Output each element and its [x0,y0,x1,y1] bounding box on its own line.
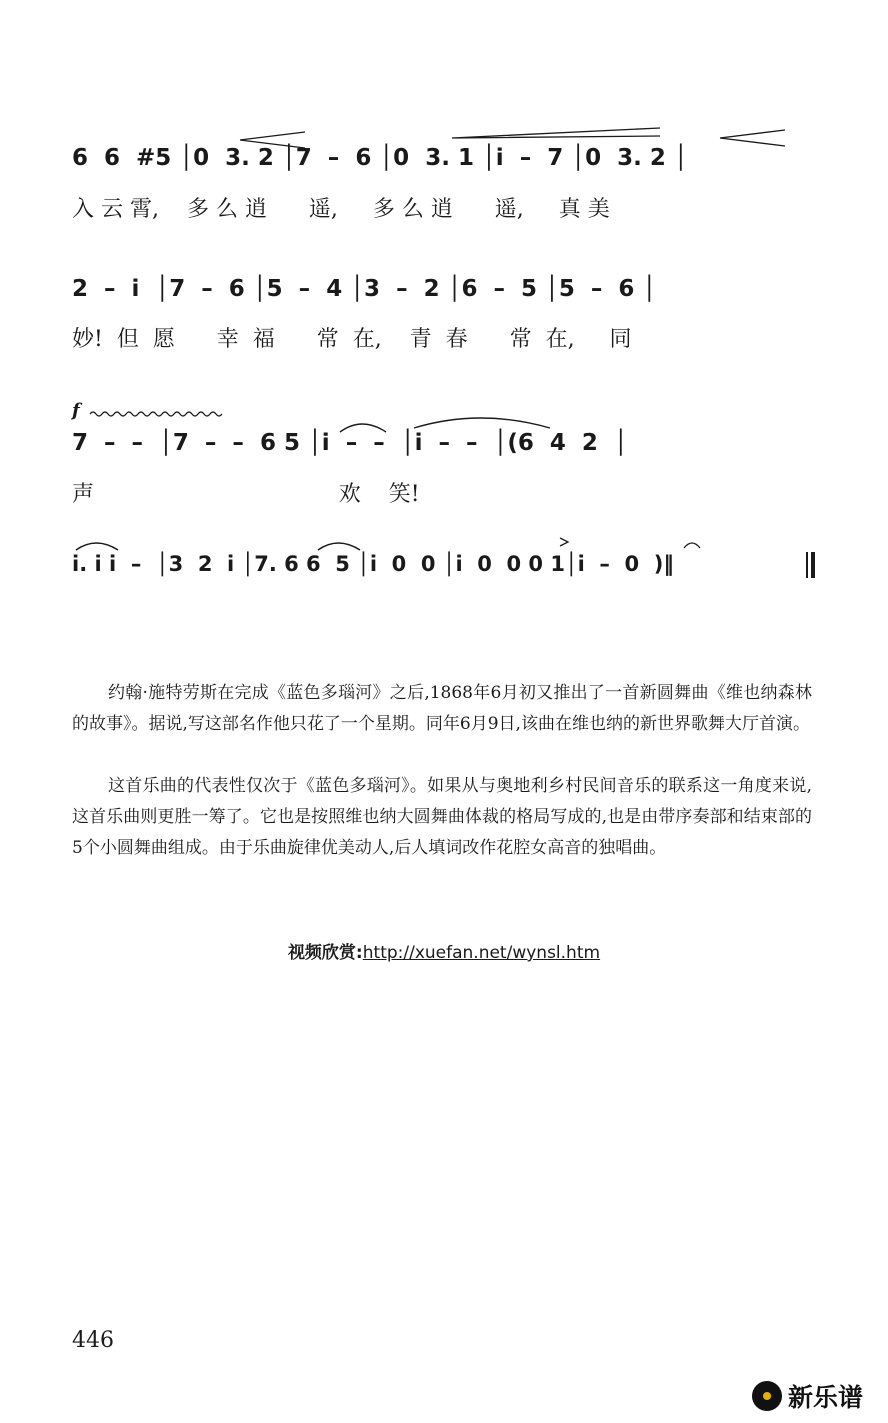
lyric-line-1: 入 云 霄, 多 么 逍 遥, 多 么 逍 遥, 真 美 [72,197,610,222]
trill-mark [90,412,222,416]
paragraph-1: 约翰·施特劳斯在完成《蓝色多瑙河》之后,1868年6月初又推出了一首新圆舞曲《维也纳森林的故事》。据说,写这部名作他只花了一个星期。同年6月9日,该曲在维也纳的新世界歌舞大厅首演。 [72,683,812,734]
score-line-3: 7 – – │7 – – 6 5 │i – – │i – – │(6 4 2 │ [72,430,628,456]
score-line-2: 2 – i │7 – 6 │5 – 4 │3 – 2 │6 – 5 │5 – 6 │ [72,276,657,302]
record-disc-icon [752,1381,782,1411]
score-ornaments [0,0,888,640]
video-link[interactable]: http://xuefan.net/wynsl.htm [362,943,601,963]
slur [76,543,118,550]
score-line-1: 6 6 #5 │0 3. 2 │7 – 6 │0 3. 1 │i – 7 │0 3. 2 │ [72,145,688,171]
slur [340,424,386,432]
final-barline [806,552,808,578]
lyric-line-3: 声 欢 笑! [72,482,420,507]
score-line-4: i. i i – │3 2 i │7. 6 6 5 │i 0 0 │i 0 0 0 1│i – 0 )‖ [72,552,674,576]
watermark-text: 新乐谱 [788,1383,864,1412]
slur [414,418,550,428]
paragraph-2: 这首乐曲的代表性仅次于《蓝色多瑙河》。如果从与奥地利乡村民间音乐的联系这一角度来说,这首乐曲则更胜一筹了。它也是按照维也纳大圆舞曲体裁的格局写成的,也是由带序奏部和结束部的5个小圆舞曲组成。由于乐曲旋律优美动人,后人填词改作花腔女高音的独唱曲。 [72,776,812,858]
page-number: 446 [72,1328,114,1353]
slur [318,543,360,550]
crescendo-hairpin [240,128,785,148]
video-label: 视频欣赏: [287,943,363,963]
dynamic-marking: f [72,400,80,421]
lyric-line-2: 妙! 但 愿 幸 福 常 在, 青 春 常 在, 同 [72,327,632,352]
fermata-mark [684,543,700,548]
video-reference [0,938,888,963]
watermark-logo [752,1378,863,1414]
accent-mark [560,538,568,546]
